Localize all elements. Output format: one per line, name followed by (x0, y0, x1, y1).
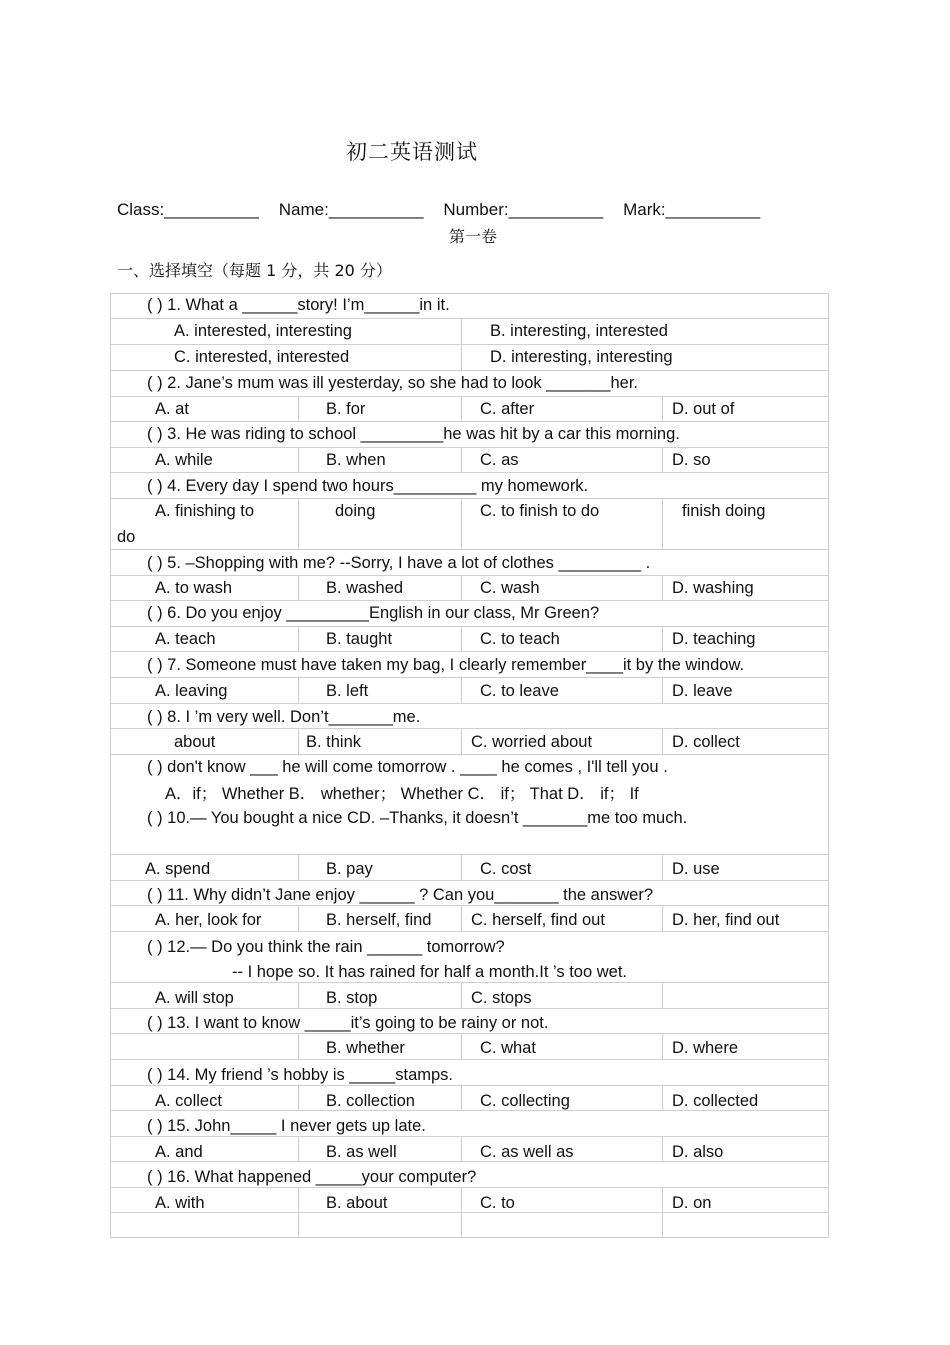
question-9-options: A．if； Whether B． whether； Whether C． if； That D． if； If (165, 785, 639, 803)
question-4-option-a-wrap: do (117, 528, 136, 546)
question-16-stem: ( ) 16. What happened _____your computer? (147, 1168, 477, 1186)
question-7-option-b: B. left (326, 682, 369, 700)
question-15-option-d: D. also (672, 1143, 724, 1161)
question-11-option-c: C. herself, find out (471, 911, 605, 929)
question-7-option-a: A. leaving (155, 682, 228, 700)
question-12-option-a: A. will stop (155, 989, 234, 1007)
question-8-option-c: C. worried about (471, 733, 593, 751)
question-3-option-b: B. when (326, 451, 386, 469)
question-8-option-a: about (174, 733, 216, 751)
question-3-stem: ( ) 3. He was riding to school _________he was hit by a car this morning. (147, 425, 680, 443)
question-13-option-b: B. whether (326, 1039, 405, 1057)
question-6-option-d: D. teaching (672, 630, 756, 648)
question-1-stem: ( ) 1. What a ______story! I’m______in it. (147, 296, 450, 314)
question-2-option-c: C. after (480, 400, 535, 418)
question-10-option-b: B. pay (326, 860, 373, 878)
class-field: Class:__________ (117, 200, 259, 219)
question-13-option-c: C. what (480, 1039, 536, 1057)
question-8-option-b: B. think (306, 733, 362, 751)
question-5-option-a: A. to wash (155, 579, 233, 597)
question-15-option-a: A. and (155, 1143, 203, 1161)
number-field: Number:__________ (443, 200, 604, 219)
question-10-stem: ( ) 10.— You bought a nice CD. –Thanks, it doesn’t _______me too much. (147, 809, 688, 827)
question-16-option-c: C. to (480, 1194, 515, 1212)
question-14-stem: ( ) 14. My friend ’s hobby is _____stamps. (147, 1066, 454, 1084)
question-2-stem: ( ) 2. Jane’s mum was ill yesterday, so she had to look _______her. (147, 374, 638, 392)
question-4-option-a: A. finishing to (155, 502, 255, 520)
question-16-option-a: A. with (155, 1194, 205, 1212)
question-5-option-d: D. washing (672, 579, 754, 597)
question-13-stem: ( ) 13. I want to know _____it’s going to be rainy or not. (147, 1014, 549, 1032)
question-4-option-c: C. to finish to do (480, 502, 600, 520)
question-6-option-b: B. taught (326, 630, 393, 648)
question-8-stem: ( ) 8. I ’m very well. Don’t_______me. (147, 708, 421, 726)
question-12-stem-reply: -- I hope so. It has rained for half a month.It ’s too wet. (232, 963, 627, 981)
question-11-option-b: B. herself, find (326, 911, 432, 929)
page-title: 初二英语测试 (346, 140, 478, 164)
question-10-option-a: A. spend (145, 860, 211, 878)
question-1-option-c: C. interested, interested (174, 348, 350, 366)
question-11-option-d: D. her, find out (672, 911, 780, 929)
question-4-stem: ( ) 4. Every day I spend two hours_________ my homework. (147, 477, 589, 495)
question-12-option-b: B. stop (326, 989, 378, 1007)
question-2-option-b: B. for (326, 400, 366, 418)
question-14-option-d: D. collected (672, 1092, 759, 1110)
question-10-option-d: D. use (672, 860, 720, 878)
question-6-stem: ( ) 6. Do you enjoy _________English in our class, Mr Green? (147, 604, 600, 622)
student-info-line (117, 200, 760, 220)
question-3-option-a: A. while (155, 451, 213, 469)
question-5-option-b: B. washed (326, 579, 404, 597)
question-16-option-d: D. on (672, 1194, 712, 1212)
question-1-option-d: D. interesting, interesting (490, 348, 673, 366)
question-6-option-a: A. teach (155, 630, 216, 648)
question-14-option-a: A. collect (155, 1092, 222, 1110)
question-14-option-c: C. collecting (480, 1092, 570, 1110)
question-5-stem: ( ) 5. –Shopping with me? --Sorry, I have a lot of clothes _________ . (147, 554, 651, 572)
question-11-option-a: A. her, look for (155, 911, 262, 929)
question-15-stem: ( ) 15. John_____ I never gets up late. (147, 1117, 426, 1135)
question-4-option-b: doing (335, 502, 376, 520)
question-9-stem: ( ) don't know ___ he will come tomorrow . ____ he comes , I'll tell you . (147, 758, 668, 776)
question-1-option-b: B. interesting, interested (490, 322, 668, 340)
question-16-option-b: B. about (326, 1194, 388, 1212)
question-4-option-d: finish doing (682, 502, 766, 520)
question-5-option-c: C. wash (480, 579, 540, 597)
question-10-option-c: C. cost (480, 860, 532, 878)
question-15-option-c: C. as well as (480, 1143, 574, 1161)
section-heading: 一、选择填空（每题 1 分，共 20 分） (117, 261, 392, 280)
name-field: Name:__________ (278, 200, 424, 219)
question-12-stem: ( ) 12.— Do you think the rain ______ tomorrow? (147, 938, 505, 956)
question-11-stem: ( ) 11. Why didn’t Jane enjoy ______ ? Can you_______ the answer? (147, 886, 654, 904)
question-2-option-d: D. out of (672, 400, 735, 418)
question-12-option-c: C. stops (471, 989, 532, 1007)
question-7-option-c: C. to leave (480, 682, 559, 700)
question-7-stem: ( ) 7. Someone must have taken my bag, I clearly remember____it by the window. (147, 656, 745, 674)
question-7-option-d: D. leave (672, 682, 733, 700)
question-3-option-c: C. as (480, 451, 519, 469)
question-1-option-a: A. interested, interesting (174, 322, 352, 340)
question-3-option-d: D. so (672, 451, 711, 469)
question-6-option-c: C. to teach (480, 630, 560, 648)
question-14-option-b: B. collection (326, 1092, 415, 1110)
question-15-option-b: B. as well (326, 1143, 397, 1161)
mark-field: Mark:__________ (623, 200, 761, 219)
question-8-option-d: D. collect (672, 733, 740, 751)
question-13-option-d: D. where (672, 1039, 739, 1057)
volume-heading: 第一卷 (449, 227, 498, 246)
question-2-option-a: A. at (155, 400, 189, 418)
